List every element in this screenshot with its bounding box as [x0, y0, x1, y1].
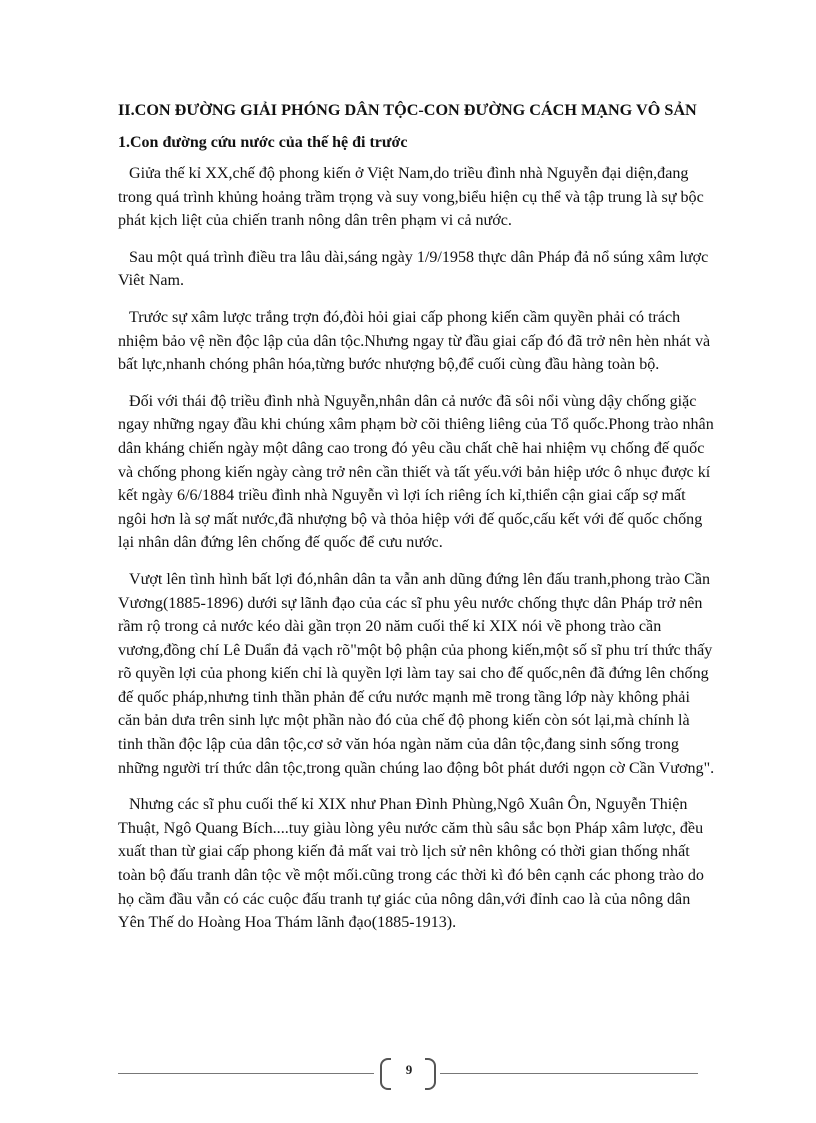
right-bracket-icon	[425, 1058, 436, 1090]
page-content	[118, 98, 716, 948]
paragraph-4: Đối với thái độ triều đình nhà Nguyễn,nhân dân cả nước đã sôi nổi vùng dậy chống giặc ngay những ngay đầu khi chúng xâm phạm bờ cõi thiêng liêng của Tổ quốc.Phong trào nhân dân kháng chiến ngày một dâng cao trong đó yêu cầu chất chẽ hai nhiệm vụ chống đế quốc và chống phong kiến ngày càng trở nên cần thiết và tất yếu.với bản hiệp ước ô nhục được kí kết ngày 6/6/1884 triều đình nhà Nguyễn vì lợi ích riêng ích kỉ,thiển cận giai cấp sợ mất ngôi hơn là sợ mất nước,đã nhượng bộ và thỏa hiệp với đế quốc,cấu kết với đế quốc chống lại nhân dân đứng lên chống đế quốc để cưu nước.	[118, 392, 714, 552]
section-heading: II.CON ĐƯỜNG GIẢI PHÓNG DÂN TỘC-CON ĐƯỜNG CÁCH MẠNG VÔ SẢN	[118, 101, 697, 119]
left-bracket-icon	[380, 1058, 391, 1090]
page-footer	[118, 1056, 698, 1086]
footer-rule-left	[118, 1073, 374, 1074]
page-number: 9	[405, 1062, 413, 1077]
sub-heading: 1.Con đường cứu nước của thế hệ đi trước	[118, 134, 408, 151]
paragraph-1: Giửa thế kỉ XX,chế độ phong kiến ở Việt Nam,do triều đình nhà Nguyễn đại diện,đang trong quá trình khủng hoảng trầm trọng và suy vong,biểu hiện cụ thể và tập trung là sự bộc phát kịch liệt của chiến tranh nông dân trên phạm vi cả nước.	[118, 165, 704, 230]
paragraph-5: Vượt lên tình hình bất lợi đó,nhân dân ta vẫn anh dũng đứng lên đấu tranh,phong trào Cần Vương(1885-1896) dưới sự lãnh đạo của các sĩ phu yêu nước chống thực dân Pháp trở nên rầm rộ trong cả nước kéo dài gần trọn 20 năm cuối thế kỉ XIX nói về phong trào cần vương,đồng chí Lê Duẩn đả vạch rõ"một bộ phận của phong kiến,một số sĩ phu trí thức thấy rõ quyền lợi của phong kiến chỉ là quyền lợi làm tay sai cho đế quốc,nên đã đứng lên chống đế quốc pháp,nhưng tinh thần phản đế cứu nước mạnh mẽ trong tầng lớp này không phải căn bản dưa trên sinh lực một phần nào đó của chế độ phong kiến còn sót lại,mà chính là tinh thần độc lập của dân tộc,cơ sở văn hóa ngàn năm của dân tộc,đang sinh sống trong những người trí thức dân tộc,trong quần chúng lao động bôt phát dưới ngọn cờ Cần Vương".	[118, 570, 715, 777]
paragraph-2: Sau một quá trình điều tra lâu dài,sáng ngày 1/9/1958 thực dân Pháp đả nổ súng xâm lược Viêt Nam.	[118, 248, 709, 290]
footer-rule-right	[440, 1073, 698, 1074]
paragraph-6: Nhưng các sĩ phu cuối thế kỉ XIX như Phan Đình Phùng,Ngô Xuân Ôn, Nguyễn Thiện Thuật, Ngô Quang Bích....tuy giàu lòng yêu nước căm thù sâu sắc bọn Pháp xâm lược, đều xuất than từ giai cấp phong kiến đả mất vai trò lịch sử nên không có thời gian thống nhất toàn bộ đấu tranh dân tộc về một mối.cũng trong các thời kì đó bên cạnh các phong trào do họ cầm đầu vẫn có các cuộc đấu tranh tự giác của nông dân,với đỉnh cao là của nông dân Yên Thế do Hoàng Hoa Thám lãnh đạo(1885-1913).	[118, 796, 704, 932]
paragraph-3: Trước sự xâm lược trắng trợn đó,đòi hỏi giai cấp phong kiến cầm quyền phải có trách nhiệm bảo vệ nền độc lập của dân tộc.Nhưng ngay từ đầu giai cấp đó đã trở nên hèn nhát và bất lực,nhanh chóng phân hóa,từng bước nhượng bộ,để cuối cùng đầu hàng toàn bộ.	[118, 308, 711, 374]
